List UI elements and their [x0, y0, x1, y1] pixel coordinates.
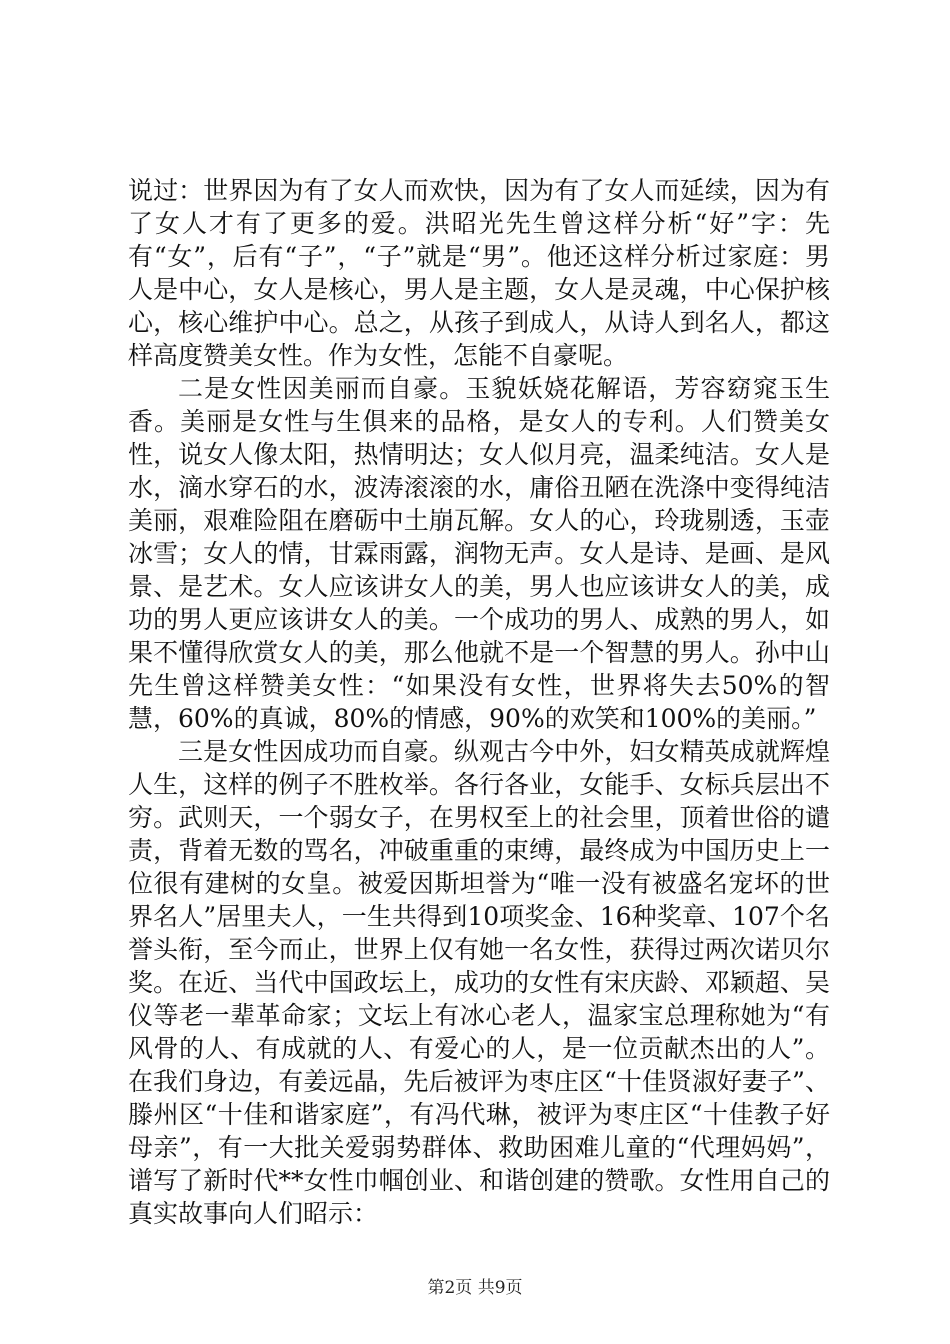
paragraph-beauty: 二是女性因美丽而自豪。玉貌妖娆花解语，芳容窈窕玉生香。美丽是女性与生俱来的品格，是女人的专利。人们赞美女性，说女人像太阳，热情明达；女人似月亮，温柔纯洁。女人是水，滴水穿石的水，波涛滚滚的水，庸俗丑陋在洗涤中变得纯洁美丽，艰难险阻在磨砺中土崩瓦解。女人的心，玲珑剔透，玉壶冰雪；女人的情，甘霖雨露，润物无声。女人是诗、是画、是风景、是艺术。女人应该讲女人的美，男人也应该讲女人的美，成功的男人更应该讲女人的美。一个成功的男人、成熟的男人，如果不懂得欣赏女人的美，那么他就不是一个智慧的男人。孙中山先生曾这样赞美女性：“如果没有女性，世界将失去50%的智慧，60%的真诚，80%的情感，90%的欢笑和100%的美丽。” — [128, 374, 830, 733]
body-text — [128, 174, 830, 1230]
paragraph-success: 三是女性因成功而自豪。纵观古今中外，妇女精英成就辉煌人生，这样的例子不胜枚举。各行各业，女能手、女标兵层出不穷。武则天，一个弱女子，在男权至上的社会里，顶着世俗的谴责，背着无数的骂名，冲破重重的束缚，最终成为中国历史上一位很有建树的女皇。被爱因斯坦誉为“唯一没有被盛名宠坏的世界名人”居里夫人，一生共得到10项奖金、16种奖章、107个名誉头衔，至今而止，世界上仅有她一名女性，获得过两次诺贝尔奖。在近、当代中国政坛上，成功的女性有宋庆龄、邓颖超、吴仪等老一辈革命家；文坛上有冰心老人，温家宝总理称她为“有风骨的人、有成就的人、有爱心的人，是一位贡献杰出的人”。在我们身边，有姜远晶，先后被评为枣庄区“十佳贤淑好妻子”、滕州区“十佳和谐家庭”，有冯代琳，被评为枣庄区“十佳教子好母亲”，有一大批关爱弱势群体、救助困难儿童的“代理妈妈”，谱写了新时代**女性巾帼创业、和谐创建的赞歌。女性用自己的真实故事向人们昭示： — [128, 737, 830, 1228]
page-footer: 第2页 共9页 — [427, 1278, 523, 1298]
paragraph-continuation: 说过：世界因为有了女人而欢快，因为有了女人而延续，因为有了女人才有了更多的爱。洪昭光先生曾这样分析“好”字：先有“女”，后有“子”，“子”就是“男”。他还这样分析过家庭：男人是中心，女人是核心，男人是主题，女人是灵魂，中心保护核心，核心维护中心。总之，从孩子到成人，从诗人到名人，都这样高度赞美女性。作为女性，怎能不自豪呢。 — [128, 176, 830, 370]
